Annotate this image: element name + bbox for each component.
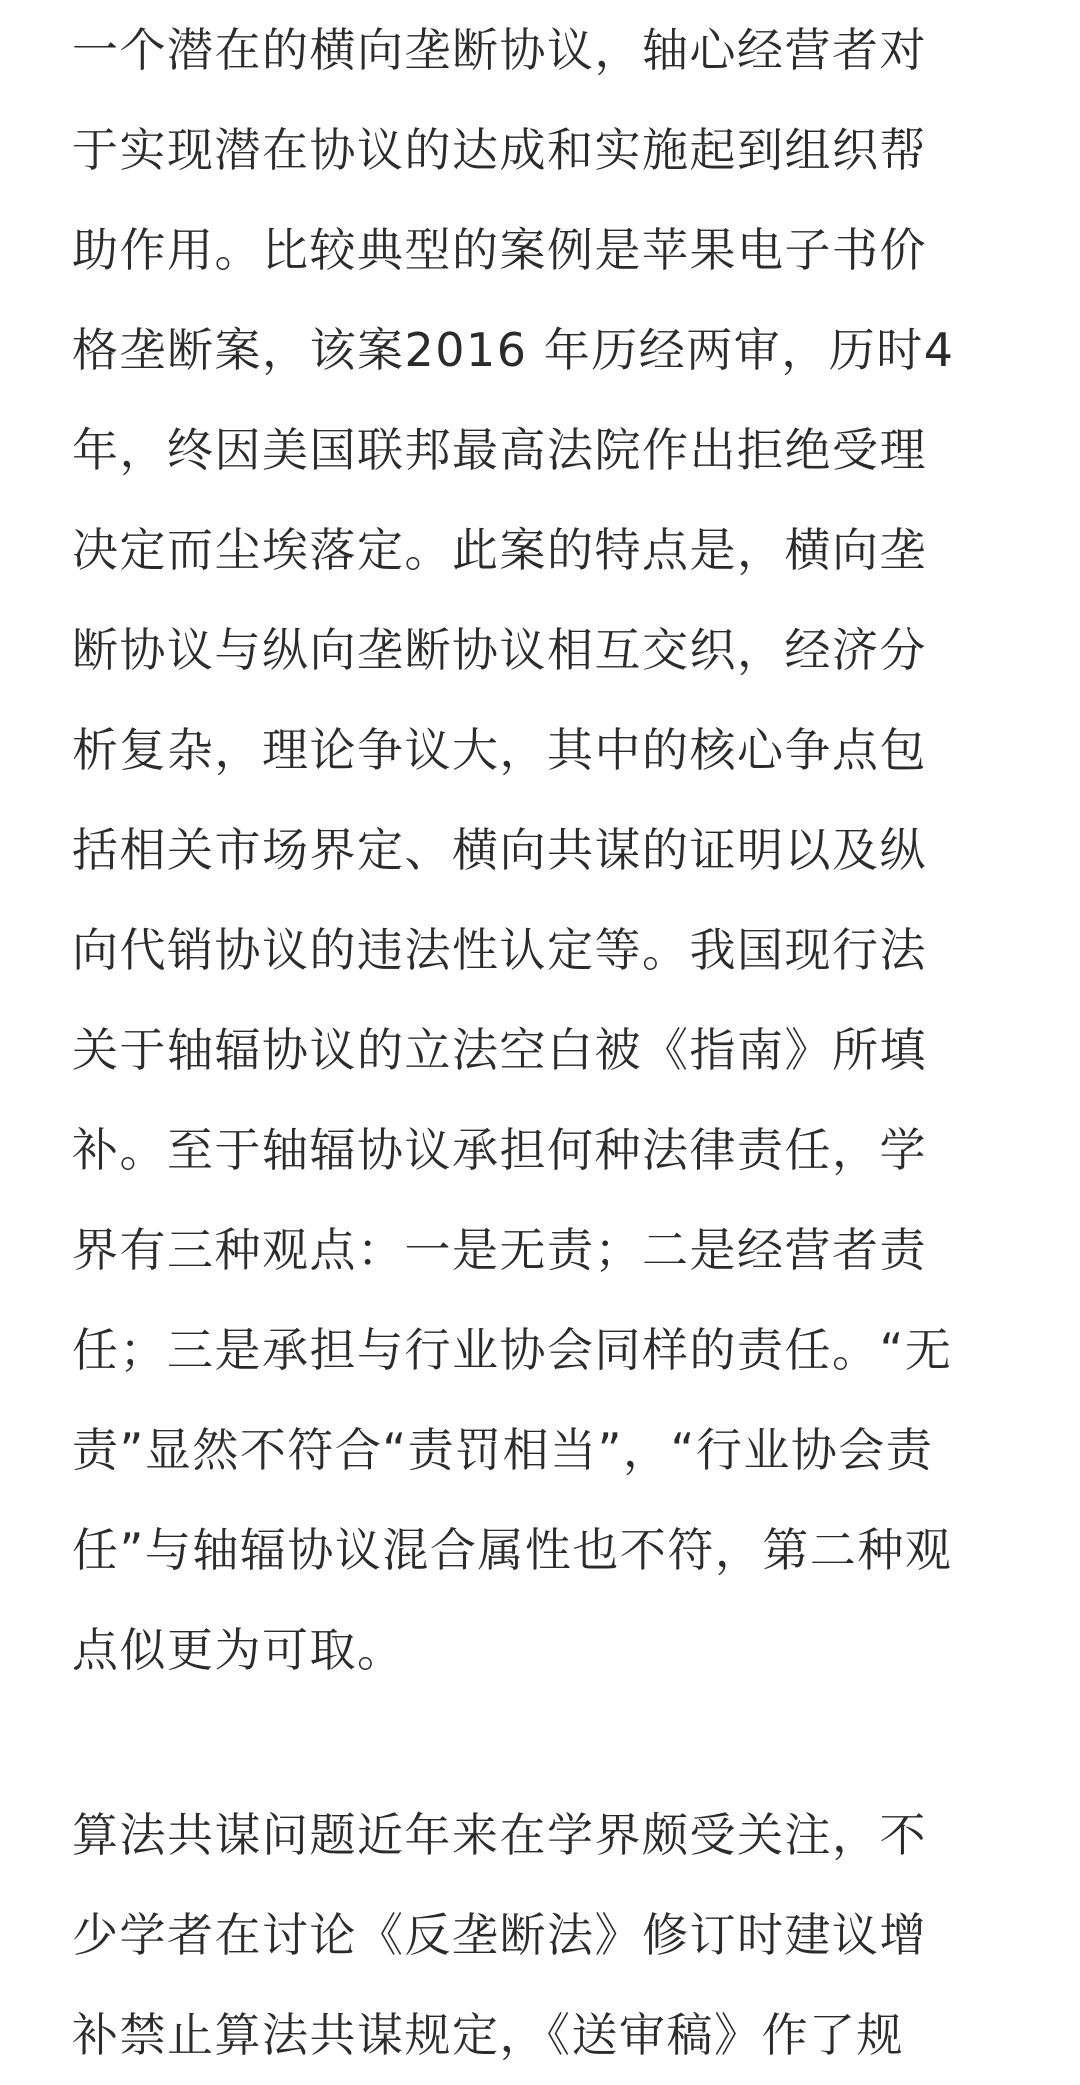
text-line: 少学者在讨论《反垄断法》修订时建议增	[72, 1908, 927, 1962]
text-line: 括相关市场界定、横向共谋的证明以及纵	[72, 823, 927, 877]
text-line: 助作用。比较典型的案例是苹果电子书价	[72, 223, 927, 277]
text-line: 责”显然不符合“责罚相当”，“行业协会责	[72, 1423, 934, 1477]
text-line: 向代销协议的违法性认定等。我国现行法	[72, 923, 927, 977]
text-line: 一个潜在的横向垄断协议，轴心经营者对	[72, 23, 927, 77]
text-line: 决定而尘埃落定。此案的特点是，横向垄	[72, 523, 927, 577]
text-line: 补。至于轴辐协议承担何种法律责任，学	[72, 1123, 927, 1177]
text-line: 算法共谋问题近年来在学界颇受关注，不	[72, 1808, 927, 1862]
text-line: 于实现潜在协议的达成和实施起到组织帮	[72, 123, 927, 177]
text-line: 关于轴辐协议的立法空白被《指南》所填	[72, 1023, 927, 1077]
text-line: 补禁止算法共谋规定，《送审稿》作了规	[72, 2008, 904, 2062]
text-line: 点似更为可取。	[72, 1623, 405, 1677]
text-line: 格垄断案，该案2016 年历经两审，历时4	[72, 323, 955, 377]
text-line: 界有三种观点：一是无责；二是经营者责	[72, 1223, 927, 1277]
text-line: 析复杂，理论争议大，其中的核心争点包	[72, 723, 927, 777]
text-line: 任”与轴辐协议混合属性也不符，第二种观	[72, 1523, 953, 1577]
text-line: 断协议与纵向垄断协议相互交织，经济分	[72, 623, 927, 677]
text-line: 任；三是承担与行业协会同样的责任。“无	[72, 1323, 953, 1377]
text-line: 年，终因美国联邦最高法院作出拒绝受理	[72, 423, 927, 477]
